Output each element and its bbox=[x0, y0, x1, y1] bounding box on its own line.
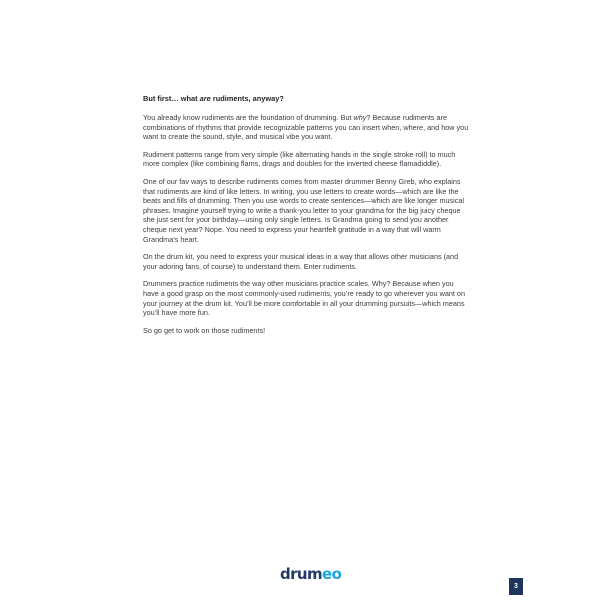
paragraph-closing: So go get to work on those rudiments! bbox=[143, 325, 266, 335]
drumeo-logo bbox=[280, 566, 341, 582]
logo-text-eo: eo bbox=[322, 565, 342, 583]
logo-text-drum: drum bbox=[280, 565, 323, 583]
article-body bbox=[143, 94, 471, 343]
heading-tail: rudiments, anyway? bbox=[210, 94, 284, 103]
heading-lead: But first… what bbox=[143, 94, 200, 103]
paragraph-intro-emphasis: why bbox=[353, 113, 367, 122]
paragraph-drum-kit: On the drum kit, you need to express your musical ideas in a way that allows other musicians (and your adoring fans, of course) to understand them. Enter rudiments. bbox=[143, 252, 459, 271]
paragraph-intro-lead: You already know rudiments are the foundation of drumming. But bbox=[143, 113, 354, 122]
section-heading bbox=[143, 94, 471, 104]
paragraph-intro-tail: ? Because rudiments are combinations of rhythms that provide recognizable patterns you can insert when, where, and how you want to create the sound, style, and musical vibe you want. bbox=[143, 113, 469, 142]
paragraph-practice: Drummers practice rudiments the way other musicians practice scales. Why? Because when you have a good grasp on the most commonly-used rudiments, you’re ready to go wherever you want on your journey at the drum kit. You’ll be more comfortable in all your drumming pursuits—which means you’ll have more fun. bbox=[143, 279, 465, 318]
paragraph-letters-analogy: One of our fav ways to describe rudiments comes from master drummer Benny Greb, who explains that rudiments are kind of like letters. In writing, you use letters to create words—which are like the beats and fills of drumming. Then you use words to create sentences—which are like longer musical phrases. Imagine yourself trying to write a thank-you letter to your grandma for the big juicy cheque she just sent for your birthday—using only single letters. Is Grandma going to send you another cheque next year? Nope. You need to express your heartfelt gratitude in a way that will warm Grandma’s heart. bbox=[143, 176, 465, 244]
paragraph-patterns: Rudiment patterns range from very simple (like alternating hands in the single stroke roll) to much more complex (like combining flams, drags and doubles for the inverted cheese flamadiddle). bbox=[143, 149, 456, 169]
page-number-badge: 3 bbox=[509, 578, 523, 595]
heading-emphasis: are bbox=[199, 94, 211, 103]
paragraph-intro bbox=[143, 113, 471, 142]
